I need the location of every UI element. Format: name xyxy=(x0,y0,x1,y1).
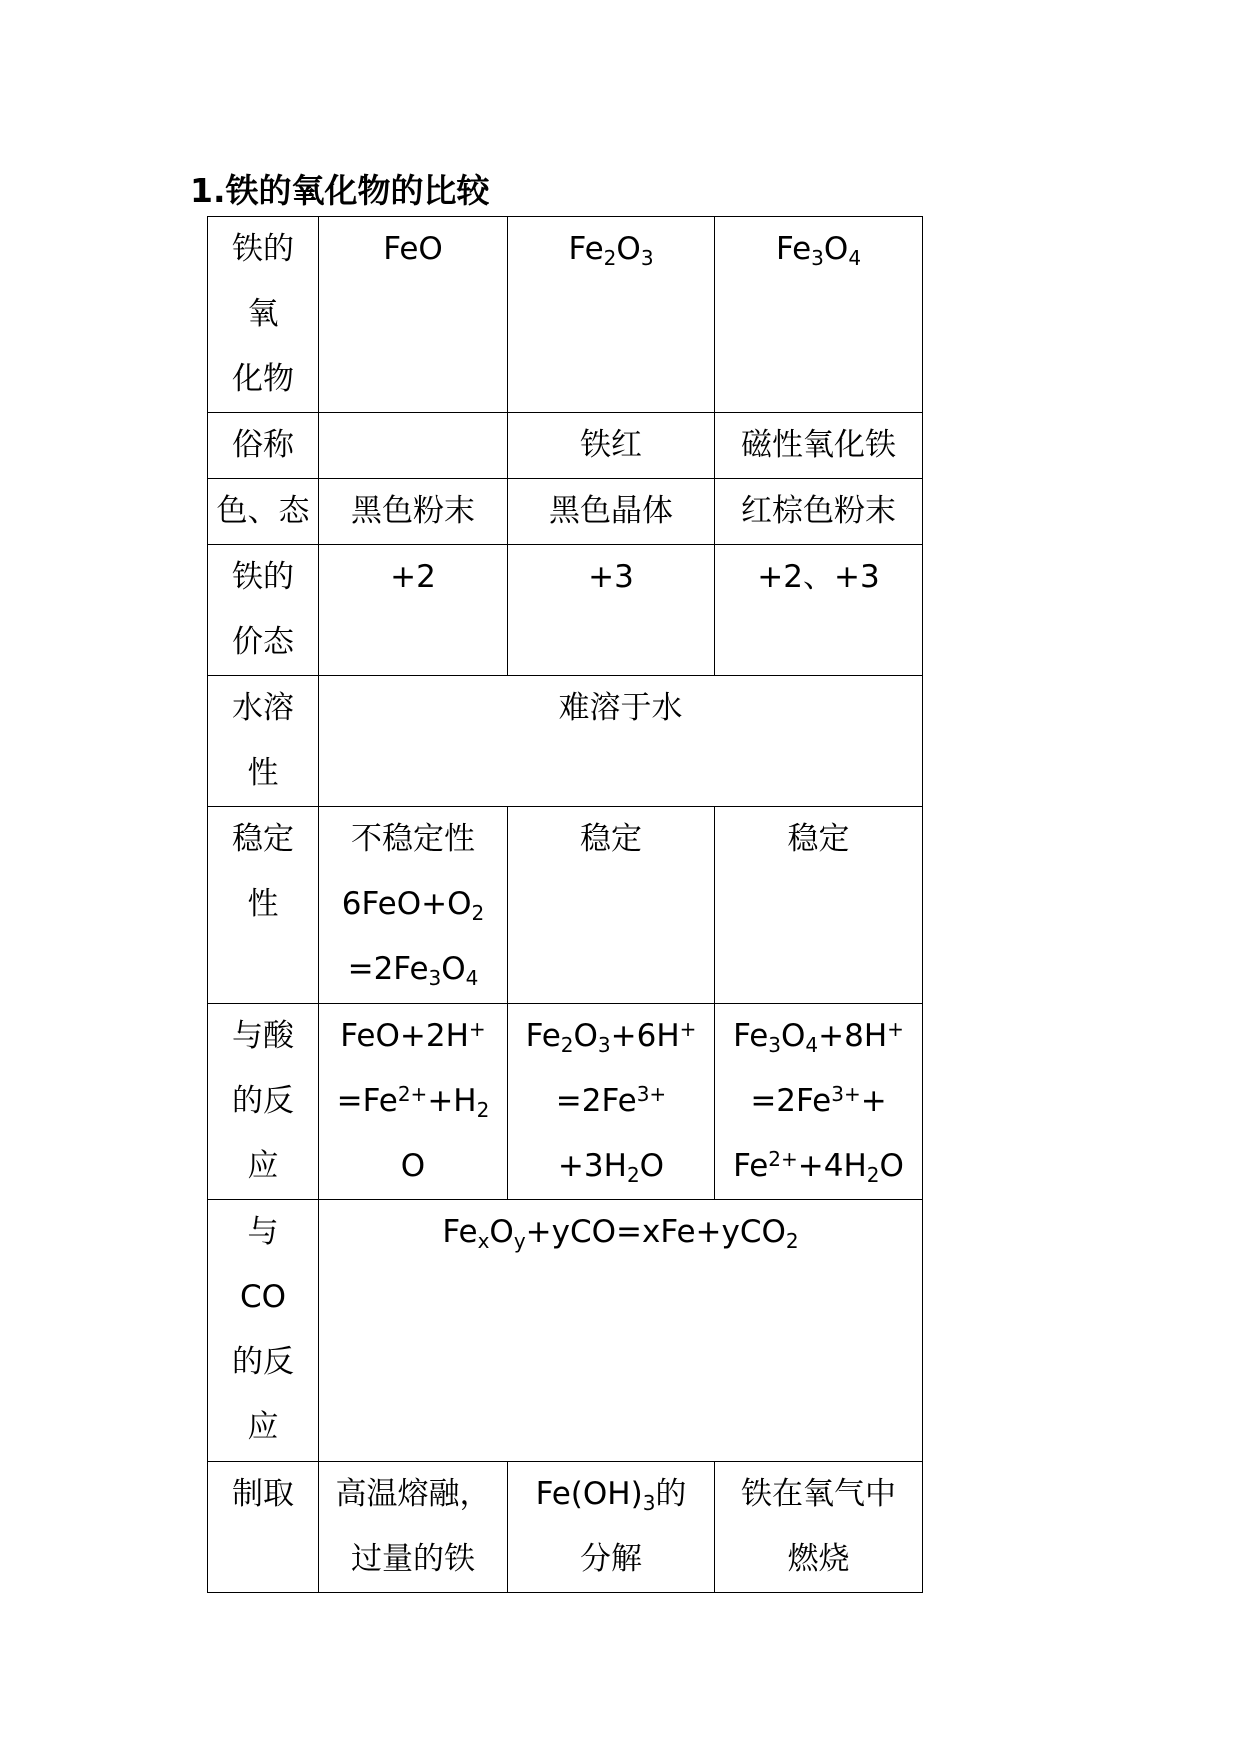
cell-solubility-merged: 难溶于水 xyxy=(319,676,923,807)
label-line: 的反 xyxy=(232,1344,294,1380)
label-line: 性 xyxy=(247,886,279,922)
label-line: 性 xyxy=(247,755,279,791)
cell-common-name-feo xyxy=(319,413,508,479)
cell-line: 过量的铁 xyxy=(351,1541,475,1577)
cell-line: O xyxy=(400,1148,426,1184)
cell-line: 高温熔融， xyxy=(335,1476,491,1512)
row-label-acid-reaction xyxy=(208,1004,319,1200)
label-line: 铁的 xyxy=(232,231,294,267)
table-row-valence xyxy=(208,545,923,676)
table-row-color-state xyxy=(208,479,923,545)
cell-acid-reaction-fe3o4 xyxy=(715,1004,923,1200)
cell-line: 不稳定性 xyxy=(351,821,475,857)
cell-line: $Fe_2O_3+6H^+$ xyxy=(525,1017,697,1057)
row-label-common-name: 俗称 xyxy=(208,413,319,479)
cell-line: $+3H_2O$ xyxy=(557,1148,665,1187)
cell-line: $=Fe^{2+}+H_2$ xyxy=(336,1082,490,1122)
cell-valence-feo: +2 xyxy=(319,545,508,676)
row-label-oxide xyxy=(208,217,319,413)
column-header-fe2o3: $Fe_2O_3$ xyxy=(508,217,715,413)
label-line: 氧 xyxy=(247,296,279,332)
label-line: 稳定 xyxy=(232,821,294,857)
cell-line: $=2Fe^{3+}+$ xyxy=(750,1082,887,1119)
cell-valence-fe2o3: +3 xyxy=(508,545,715,676)
cell-stability-fe2o3: 稳定 xyxy=(508,807,715,1004)
table-row-common-name xyxy=(208,413,923,479)
label-line: 与酸 xyxy=(232,1018,294,1054)
cell-line: $Fe(OH)_3$的 xyxy=(535,1476,687,1515)
cell-color-state-fe3o4: 红棕色粉末 xyxy=(715,479,923,545)
section-heading: 1.铁的氧化物的比较 xyxy=(190,171,490,210)
cell-color-state-feo: 黑色粉末 xyxy=(319,479,508,545)
cell-line: 燃烧 xyxy=(787,1541,850,1577)
cell-line: $Fe^{2+}+4H_2O$ xyxy=(733,1147,904,1187)
row-label-preparation: 制取 xyxy=(208,1462,319,1593)
table-row-stability xyxy=(208,807,923,1004)
label-line: 的反 xyxy=(232,1083,294,1119)
label-line: 价态 xyxy=(232,624,294,660)
table-row-solubility xyxy=(208,676,923,807)
cell-common-name-fe3o4: 磁性氧化铁 xyxy=(715,413,923,479)
cell-line: $=2Fe_3O_4$ xyxy=(347,951,479,990)
iron-oxides-comparison-table xyxy=(207,216,923,1593)
label-line: 应 xyxy=(247,1148,279,1184)
row-label-color-state: 色、态 xyxy=(208,479,319,545)
row-label-solubility xyxy=(208,676,319,807)
cell-valence-fe3o4: +2、+3 xyxy=(715,545,923,676)
label-line: 铁的 xyxy=(232,559,294,595)
label-line: 与 xyxy=(247,1214,279,1250)
table-row-preparation xyxy=(208,1462,923,1593)
cell-stability-feo xyxy=(319,807,508,1004)
row-label-stability xyxy=(208,807,319,1004)
cell-stability-fe3o4: 稳定 xyxy=(715,807,923,1004)
cell-line: $Fe_3O_4+8H^+$ xyxy=(733,1017,904,1057)
cell-color-state-fe2o3: 黑色晶体 xyxy=(508,479,715,545)
table-row-header xyxy=(208,217,923,413)
label-line: 化物 xyxy=(232,361,294,397)
label-line: 水溶 xyxy=(232,690,294,726)
cell-line: $=2Fe^{3+}$ xyxy=(555,1082,667,1119)
cell-line: 分解 xyxy=(580,1541,642,1577)
row-label-valence xyxy=(208,545,319,676)
label-line: CO xyxy=(239,1279,287,1315)
column-header-feo: FeO xyxy=(319,217,508,413)
cell-co-reaction-merged: $Fe_xO_y+yCO=xFe+yCO_2$ xyxy=(319,1200,923,1462)
cell-preparation-feo xyxy=(319,1462,508,1593)
cell-preparation-fe2o3 xyxy=(508,1462,715,1593)
cell-line: 铁在氧气中 xyxy=(741,1476,896,1512)
cell-acid-reaction-fe2o3 xyxy=(508,1004,715,1200)
table-row-acid-reaction xyxy=(208,1004,923,1200)
cell-line: $6FeO+O_2$ xyxy=(341,886,485,925)
column-header-fe3o4: $Fe_3O_4$ xyxy=(715,217,923,413)
row-label-co-reaction xyxy=(208,1200,319,1462)
cell-acid-reaction-feo xyxy=(319,1004,508,1200)
cell-preparation-fe3o4 xyxy=(715,1462,923,1593)
label-line: 应 xyxy=(247,1409,279,1445)
cell-line: FeO+2H+ xyxy=(340,1017,486,1054)
cell-common-name-fe2o3: 铁红 xyxy=(508,413,715,479)
table-row-co-reaction xyxy=(208,1200,923,1462)
